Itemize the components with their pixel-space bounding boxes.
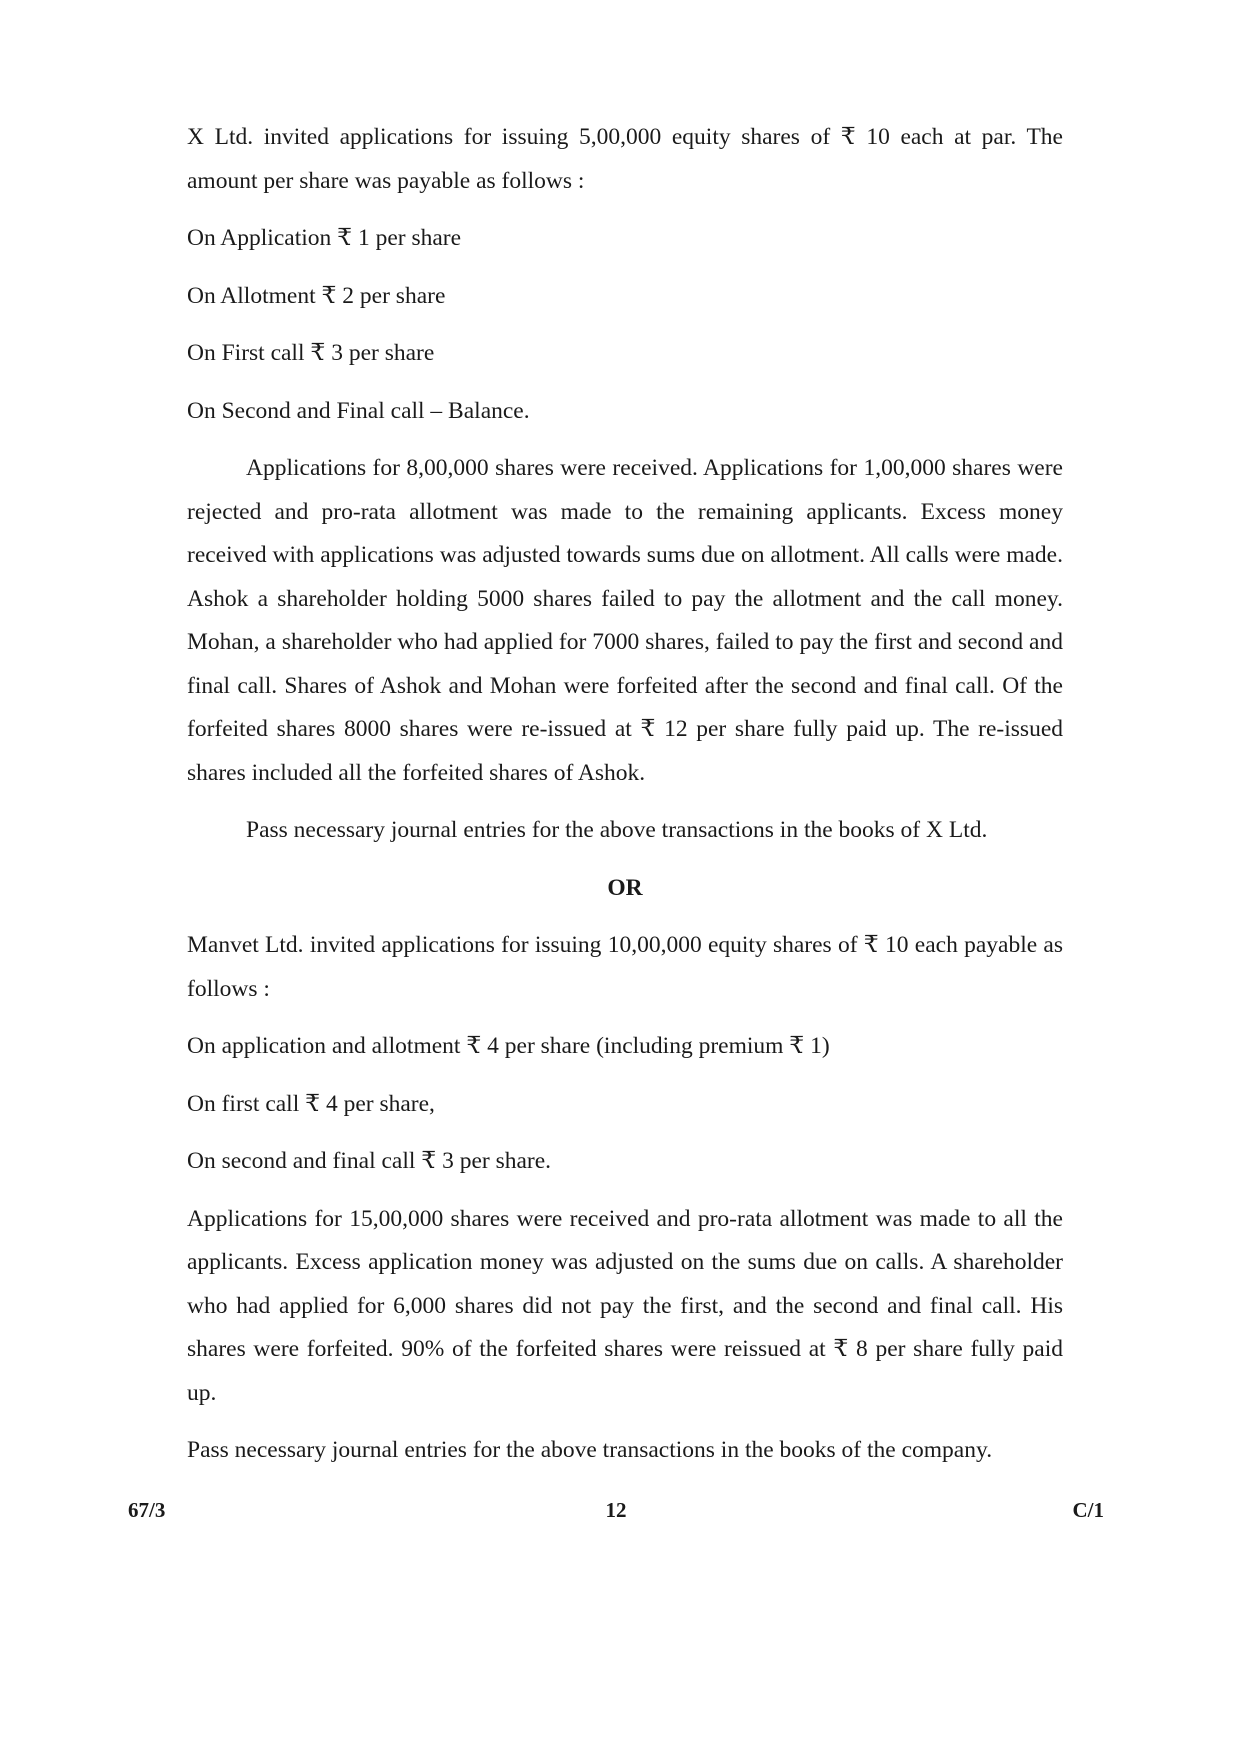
question-body: Applications for 8,00,000 shares were received. Applications for 1,00,000 shares were rejected and pro-rata allotment was made to the remaining applicants. Excess money received with applications was adjusted towards sums due on allotment. All calls were made. Ashok a shareholder holding 5000 shares failed to pay the allotment and the call money. Mohan, a shareholder who had applied for 7000 shares, failed to pay the first and second and final call. Shares of Ashok and Mohan were forfeited after the second and final call. Of the forfeited shares 8000 shares were re-issued at ₹ 12 per share fully paid up. The re-issued shares included all the forfeited shares of Ashok. <box>187 455 1063 786</box>
term-application: On Application ₹ 1 per share <box>187 225 462 251</box>
alternative-body: Applications for 15,00,000 shares were received and pro-rata allotment was made to all the applicants. Excess application money was adjusted on the sums due on calls. A shareholder who had applied for 6,000 shares did not pay the first, and the second and final call. His shares were forfeited. 90% of the forfeited shares were reissued at ₹ 8 per share fully paid up. <box>187 1205 1063 1406</box>
term-allotment: On Allotment ₹ 2 per share <box>187 282 446 309</box>
page-footer <box>128 1498 1104 1528</box>
alternative-instruction: Pass necessary journal entries for the above transactions in the books of the company. <box>187 1437 993 1463</box>
page-number: 12 <box>605 1498 627 1522</box>
set-code: C/1 <box>1072 1498 1104 1522</box>
alt-term-final-call: On second and final call ₹ 3 per share. <box>187 1148 552 1174</box>
or-separator: OR <box>607 874 643 901</box>
alt-term-first-call: On first call ₹ 4 per share, <box>187 1090 435 1117</box>
alternative-intro: Manvet Ltd. invited applications for issuing 10,00,000 equity shares of ₹ 10 each payable as follows : <box>187 932 1063 1002</box>
question-instruction: Pass necessary journal entries for the above transactions in the books of X Ltd. <box>246 817 988 843</box>
alt-term-application-allotment: On application and allotment ₹ 4 per share (including premium ₹ 1) <box>187 1033 830 1059</box>
term-final-call: On Second and Final call – Balance. <box>187 397 530 424</box>
paper-code: 67/3 <box>128 1498 166 1522</box>
question-intro: X Ltd. invited applications for issuing 5,00,000 equity shares of ₹ 10 each at par. The amount per share was payable as follows : <box>187 124 1063 194</box>
question-content <box>187 116 1063 1487</box>
term-first-call: On First call ₹ 3 per share <box>187 340 435 366</box>
